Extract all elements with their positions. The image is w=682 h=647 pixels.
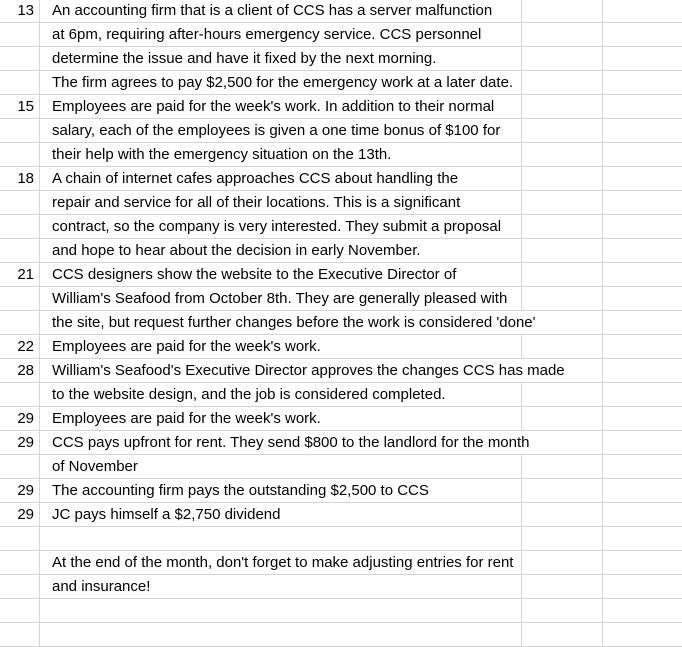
day-cell[interactable] — [0, 71, 40, 94]
day-cell[interactable]: 29 — [0, 431, 40, 454]
day-cell[interactable]: 29 — [0, 503, 40, 526]
sheet-row — [0, 0, 682, 23]
sheet-row — [0, 503, 682, 527]
day-cell[interactable] — [0, 599, 40, 622]
day-cell[interactable] — [0, 215, 40, 238]
sheet-row — [0, 311, 682, 335]
sheet-row — [0, 287, 682, 311]
column-gridline — [521, 0, 522, 23]
column-gridline — [602, 239, 603, 263]
description-cell[interactable]: the site, but request further changes before the work is considered 'done' — [49, 311, 539, 334]
column-gridline — [602, 311, 603, 335]
description-cell[interactable]: determine the issue and have it fixed by the next morning. — [49, 47, 439, 70]
sheet-row — [0, 23, 682, 47]
column-gridline — [602, 215, 603, 239]
column-gridline — [521, 479, 522, 503]
description-cell[interactable]: to the website design, and the job is considered completed. — [49, 383, 449, 406]
sheet-row — [0, 335, 682, 359]
sheet-row — [0, 47, 682, 71]
column-gridline — [602, 527, 603, 551]
column-gridline — [602, 0, 603, 23]
column-gridline — [602, 431, 603, 455]
column-gridline — [602, 335, 603, 359]
column-gridline — [521, 23, 522, 47]
day-cell[interactable] — [0, 575, 40, 598]
day-cell[interactable] — [0, 623, 40, 646]
description-cell[interactable]: salary, each of the employees is given a one time bonus of $100 for — [49, 119, 503, 142]
column-gridline — [602, 71, 603, 95]
column-gridline — [602, 47, 603, 71]
description-cell[interactable]: A chain of internet cafes approaches CCS about handling the — [49, 167, 461, 190]
day-cell[interactable]: 15 — [0, 95, 40, 118]
column-gridline — [521, 599, 522, 623]
column-gridline — [602, 383, 603, 407]
day-cell[interactable] — [0, 455, 40, 478]
description-cell[interactable]: William's Seafood from October 8th. They are generally pleased with — [49, 287, 510, 310]
description-cell[interactable]: CCS pays upfront for rent. They send $800 to the landlord for the month — [49, 431, 533, 454]
description-cell[interactable]: At the end of the month, don't forget to make adjusting entries for rent — [49, 551, 516, 574]
column-gridline — [521, 287, 522, 311]
description-cell[interactable]: Employees are paid for the week's work. — [49, 407, 324, 430]
column-gridline — [602, 503, 603, 527]
description-cell[interactable]: Employees are paid for the week's work. — [49, 335, 324, 358]
column-gridline — [602, 455, 603, 479]
description-cell[interactable]: The accounting firm pays the outstanding $2,500 to CCS — [49, 479, 432, 502]
column-gridline — [602, 551, 603, 575]
sheet-row — [0, 623, 682, 647]
description-cell[interactable]: William's Seafood's Executive Director approves the changes CCS has made — [49, 359, 568, 382]
column-gridline — [602, 623, 603, 647]
column-gridline — [521, 383, 522, 407]
column-gridline — [521, 95, 522, 119]
day-cell[interactable]: 28 — [0, 359, 40, 382]
day-cell[interactable] — [0, 23, 40, 46]
column-gridline — [521, 527, 522, 551]
description-cell[interactable]: at 6pm, requiring after-hours emergency service. CCS personnel — [49, 23, 484, 46]
sheet-row — [0, 383, 682, 407]
description-cell[interactable]: of November — [49, 455, 141, 478]
column-gridline — [521, 47, 522, 71]
column-gridline — [521, 575, 522, 599]
day-cell[interactable] — [0, 383, 40, 406]
sheet-row — [0, 551, 682, 575]
column-gridline — [521, 71, 522, 95]
column-gridline — [521, 623, 522, 647]
column-gridline — [521, 407, 522, 431]
column-gridline — [602, 143, 603, 167]
day-cell[interactable] — [0, 119, 40, 142]
column-gridline — [602, 23, 603, 47]
column-gridline — [521, 455, 522, 479]
description-cell[interactable]: CCS designers show the website to the Executive Director of — [49, 263, 459, 286]
sheet-row — [0, 215, 682, 239]
description-cell[interactable]: their help with the emergency situation on the 13th. — [49, 143, 394, 166]
sheet-row — [0, 239, 682, 263]
day-cell[interactable] — [0, 143, 40, 166]
description-cell[interactable]: contract, so the company is very interested. They submit a proposal — [49, 215, 504, 238]
sheet-row — [0, 263, 682, 287]
description-cell[interactable]: and hope to hear about the decision in early November. — [49, 239, 424, 262]
day-cell[interactable]: 13 — [0, 0, 40, 22]
column-gridline — [602, 359, 603, 383]
column-gridline — [521, 143, 522, 167]
column-gridline — [602, 263, 603, 287]
description-cell[interactable]: and insurance! — [49, 575, 153, 598]
column-gridline — [602, 191, 603, 215]
sheet-row — [0, 599, 682, 623]
day-cell[interactable]: 22 — [0, 335, 40, 358]
description-cell[interactable]: JC pays himself a $2,750 dividend — [49, 503, 283, 526]
day-cell[interactable] — [0, 551, 40, 574]
column-gridline — [521, 239, 522, 263]
column-gridline — [602, 167, 603, 191]
column-gridline — [602, 287, 603, 311]
day-cell[interactable] — [0, 527, 40, 550]
column-gridline — [602, 119, 603, 143]
sheet-row — [0, 95, 682, 119]
column-gridline — [602, 479, 603, 503]
sheet-row — [0, 71, 682, 95]
day-cell[interactable] — [0, 287, 40, 310]
column-gridline — [602, 95, 603, 119]
sheet-row — [0, 575, 682, 599]
description-cell[interactable]: Employees are paid for the week's work. In addition to their normal — [49, 95, 497, 118]
column-gridline — [521, 335, 522, 359]
sheet-row — [0, 479, 682, 503]
column-gridline — [602, 575, 603, 599]
column-gridline — [521, 263, 522, 287]
column-gridline — [521, 215, 522, 239]
day-cell[interactable]: 29 — [0, 479, 40, 502]
day-cell[interactable] — [0, 311, 40, 334]
day-cell[interactable]: 21 — [0, 263, 40, 286]
column-gridline — [521, 551, 522, 575]
day-cell[interactable] — [0, 239, 40, 262]
sheet-row — [0, 167, 682, 191]
sheet-row — [0, 191, 682, 215]
column-gridline — [521, 191, 522, 215]
sheet-row — [0, 431, 682, 455]
description-cell[interactable]: repair and service for all of their locations. This is a significant — [49, 191, 463, 214]
sheet-row — [0, 359, 682, 383]
description-cell[interactable]: An accounting firm that is a client of CCS has a server malfunction — [49, 0, 495, 22]
column-gridline — [602, 407, 603, 431]
column-gridline — [521, 503, 522, 527]
day-cell[interactable]: 18 — [0, 167, 40, 190]
column-gridline — [521, 119, 522, 143]
column-gridline — [602, 599, 603, 623]
day-cell[interactable] — [0, 191, 40, 214]
column-gridline — [521, 167, 522, 191]
sheet-row — [0, 527, 682, 551]
day-cell[interactable]: 29 — [0, 407, 40, 430]
sheet-row — [0, 119, 682, 143]
sheet-row — [0, 407, 682, 431]
sheet-row — [0, 455, 682, 479]
sheet-row — [0, 143, 682, 167]
description-cell[interactable]: The firm agrees to pay $2,500 for the emergency work at a later date. — [49, 71, 516, 94]
day-cell[interactable] — [0, 47, 40, 70]
